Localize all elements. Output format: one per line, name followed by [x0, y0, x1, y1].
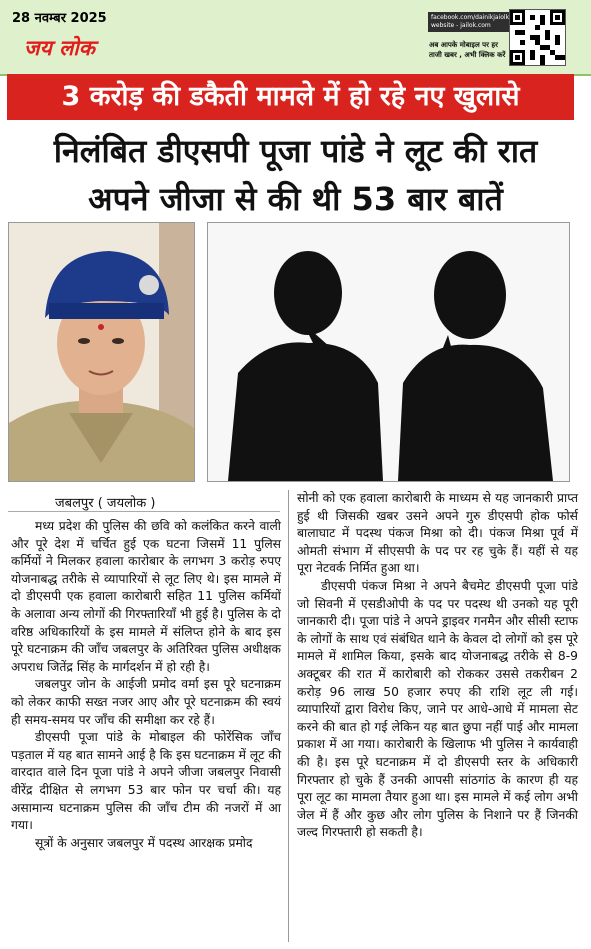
tagline-line-1: अब आपके मोबाइल पर हर: [429, 41, 499, 49]
article-paragraph: जबलपुर जोन के आईजी प्रमोद वर्मा इस पूरे घटनाक्रम को लेकर काफी सख्त नजर आए और पूरे घटनाक्रम की स्वयं ही समय-समय पर जाँच की समीक्षा कर रहे हैं।: [11, 677, 281, 727]
tagline-line-2: ताजी खबर , अभी क्लिक करें: [429, 51, 506, 59]
headline-line-2: अपने जीजा से की थी 53 बार बातें: [88, 180, 503, 218]
logo-text: जय लोक: [24, 36, 95, 60]
article-paragraph: डीएसपी पूजा पांडे के मोबाइल की फोरेंसिक जाँच पड़ताल में यह बात सामने आई है कि इस घटनाक्रम में लूट की वारदात वाले दिन पूजा पांडे ने अपने जीजा जबलपुर निवासी वीरेंद्र दीक्षित से लगभग 53 बार फोन पर चर्चा की। यह असामान्य घटनाक्रम पुलिस की जाँच टीम की नजरों में आ गया।: [11, 730, 281, 833]
facebook-link[interactable]: facebook.com/dainikjaiolk: [431, 14, 510, 21]
website-link[interactable]: website - jailok.com: [431, 22, 491, 29]
article-column-right: [297, 490, 578, 842]
newspaper-logo: [24, 34, 95, 62]
issue-date: 28 नवम्बर 2025: [12, 11, 107, 26]
mobile-tagline: [429, 40, 509, 60]
suspects-photo: [207, 222, 570, 482]
article-paragraph: डीएसपी पंकज मिश्रा ने अपने बैचमेट डीएसपी पूजा पांडे जो सिवनी में एसडीओपी के पद पर पदस्थ थी उनको यह पूरी जानकारी दी। पूजा पांडे ने अपने ड्राइवर गनमैन और सीसी स्टाफ के लोगों के साथ एवं संबंधित थाने के केवल दो लोगों को इस पूरे मामले में शामिल किया, इसके बाद योजनाबद्ध तरीके से 8-9 अक्टूबर की रात में कारोबारी को रोककर उससे तकरीबन 2 करोड़ 96 लाख 50 हजार रुपए की राशि लूट ली गई। व्यापारियों द्वारा विरोध किए, जाने पर आधे-आधे में मामला सेट करने की बात हो गई लेकिन यह बात छुपा नहीं पाई और मामला प्रकाश में आ गया। कारोबारी के खिलाफ भी पुलिस ने कार्यवाही की है। इस पूरे घटनाक्रम में दो डीएसपी स्तर के अधिकारी गिरफ्तार हो चुके हैं उनकी आपसी सांठगांठ के कारण ही यह पूरा लूट का मामला तैयार हुआ था। इस मामले में कई लोग अभी जेल में हैं और कुछ और लोग पुलिस के निशाने पर हैं जिनकी जल्द गिरफ्तारी हो सकती है।: [297, 578, 578, 840]
officer-photo: [8, 222, 195, 482]
kicker-banner: 3 करोड़ की डकैती मामले में हो रहे नए खुलासे: [7, 74, 574, 120]
social-links: [428, 12, 509, 32]
article-paragraph: मध्य प्रदेश की पुलिस की छवि को कलंकित करने वाली और पूरे देश में चर्चित हुई एक घटना जिसमें 11 पुलिस कर्मियों ने मिलकर हवाला कारोबार के लगभग 3 करोड़ रुपए योजनाबद्ध तरीके से व्यापारियों से लूट लिए थे। इस मामले में दो डीएसपी एक हवाला कारोबारी सहित 11 पुलिस कर्मियों के अलावा अन्य लोगों की गिरफ्तारियाँ भी हुई है। पुलिस के दो वरिष्ठ अधिकारियों के इस मामले में संलिप्त होने के बाद इस पूरे घटनाक्रम की जाँच जबलपुर के अतिरिक्त पुलिस अधीक्षक अपराध जितेंद्र सिंह के मार्गदर्शन में हो रही है।: [11, 519, 281, 674]
qr-code-icon[interactable]: [509, 9, 566, 66]
headline-line-1: निलंबित डीएसपी पूजा पांडे ने लूट की रात: [53, 132, 538, 170]
article-paragraph: सोनी को एक हवाला कारोबारी के माध्यम से यह जानकारी प्राप्त हुई थी जिसकी खबर उसने अपने गुरु डीएसपी होक फोर्स बालाघाट में पदस्थ पंकज मिश्रा को दी। पंकज मिश्रा पूर्व में ओमती संभाग में सीएसपी के पद पर रह चुके हैं। यहीं से यह पूरा नेटवर्क निर्मित हुआ था।: [297, 491, 578, 576]
masthead: [0, 0, 591, 76]
article-column-left: [11, 518, 281, 852]
column-divider: [288, 490, 289, 942]
dateline: जबलपुर ( जयलोक ): [55, 496, 156, 511]
headline: [8, 127, 583, 223]
dateline-rule: [8, 511, 280, 512]
article-paragraph: सूत्रों के अनुसार जबलपुर में पदस्थ आरक्षक प्रमोद: [35, 835, 253, 850]
